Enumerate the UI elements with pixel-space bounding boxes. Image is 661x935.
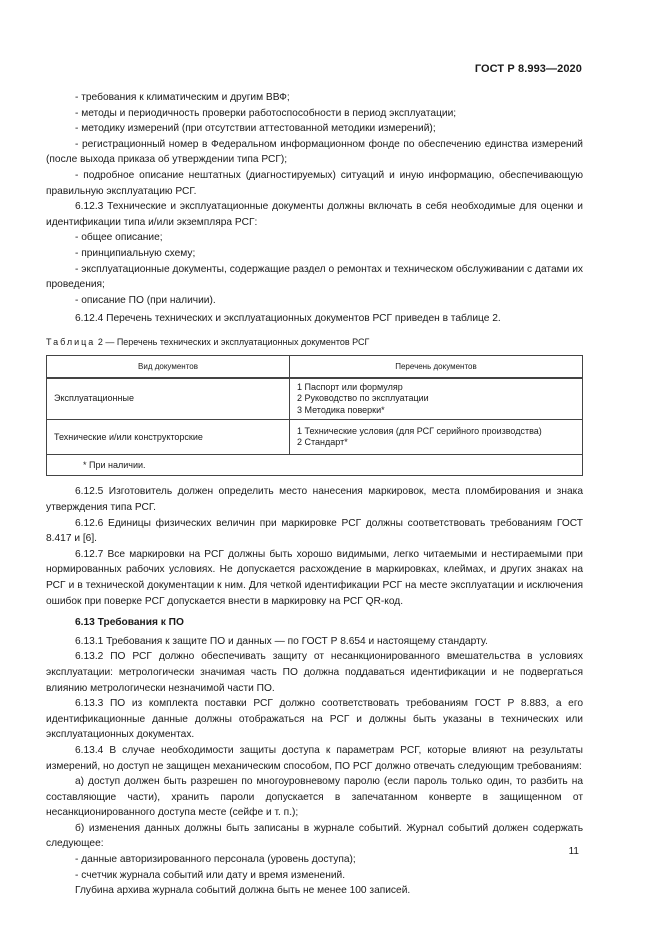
paragraph-6-12-6: 6.12.6 Единицы физических величин при маркировке РСГ должны соответствовать требованиям ГОСТ 8.417 и [6]. (46, 517, 583, 545)
list-item: - принципиальную схему; (75, 247, 196, 259)
list-item: - счетчик журнала событий или дату и время изменений. (75, 869, 346, 881)
column-header-kind: Вид документов (47, 355, 290, 378)
list-item: - подробное описание нештатных (диагностируемых) ситуаций и иную информацию, обеспечивающую правильную эксплуатацию РСГ. (46, 169, 583, 197)
list-item: - данные авторизированного персонала (уровень доступа); (75, 854, 356, 866)
table-header-row (47, 355, 583, 378)
paragraph-6-13-3: 6.13.3 ПО из комплекта поставки РСГ должно соответствовать требованиям ГОСТ Р 8.883, а его идентификационные данные должны отображаться на РСГ и должны быть указаны в технических или эксплуатационных документах. (46, 698, 583, 741)
column-header-list: Перечень документов (290, 355, 583, 378)
table-footnote-row (47, 455, 583, 476)
paragraph-6-13-2: 6.13.2 ПО РСГ должно обеспечивать защиту от несанкционированного вмешательства в условиях эксплуатации: метрологически значимая часть ПО должна поддаваться идентификации и не подвергаться влиянию метрологически незначимой части ПО. (46, 651, 583, 694)
document-code: ГОСТ Р 8.993—2020 (474, 63, 582, 75)
section-heading-6-13: 6.13 Требования к ПО (75, 617, 184, 629)
page-number: 11 (568, 846, 579, 857)
list-item: - требования к климатическим и другим ВВФ; (75, 92, 290, 103)
list-item: - общее описание; (75, 232, 163, 244)
document-list-item: 3 Методика поверки* (297, 404, 385, 415)
paragraph-6-12-4: 6.12.4 Перечень технических и эксплуатационных документов РСГ приведен в таблице 2. (75, 313, 501, 325)
document-list-cell (290, 378, 583, 420)
table-caption-label: Таблица (46, 336, 96, 347)
list-item: - методику измерений (при отсутствии аттестованной методики измерений); (75, 123, 436, 135)
table-footnote: * При наличии. (47, 455, 583, 476)
paragraph-6-13-1: 6.13.1 Требования к защите ПО и данных — по ГОСТ Р 8.654 и настоящему стандарту. (75, 635, 488, 647)
document-list-cell (290, 420, 583, 455)
document-kind-cell: Эксплуатационные (47, 378, 290, 420)
list-item-a: а) доступ должен быть разрешен по многоуровневому паролю (если пароль только один, то разбить на составляющие части), хранить пароли допускается в запечатанном конверте в защищенном от несанкционированного доступа месте (сейфе и т. п.); (46, 776, 583, 819)
list-item: - описание ПО (при наличии). (75, 294, 216, 306)
table-row (47, 420, 583, 455)
paragraph-archive-depth: Глубина архива журнала событий должна быть не менее 100 записей. (75, 885, 411, 897)
document-body (46, 90, 583, 899)
document-list-item: 1 Паспорт или формуляр (297, 381, 403, 392)
list-item: - эксплуатационные документы, содержащие раздел о ремонтах и техническом обслуживании с датами их проведения; (46, 263, 583, 291)
table-caption-text: 2 — Перечень технических и эксплуатационных документов РСГ (97, 336, 370, 347)
paragraph-6-12-5: 6.12.5 Изготовитель должен определить место нанесения маркировок, места пломбирования и знака утверждения типа РСГ. (46, 486, 583, 513)
paragraph-6-12-3: 6.12.3 Технические и эксплуатационные документы должны включать в себя необходимые для оценки и идентификации типа и/или экземпляра РСГ: (46, 201, 583, 228)
document-kind-cell: Технические и/или конструкторские (47, 420, 290, 455)
paragraph-6-12-7: 6.12.7 Все маркировки на РСГ должны быть хорошо видимыми, легко читаемыми и нестираемыми при нормированных рабочих условиях. Не допускается расхождение в маркировках, клеймах, и других знаках на РСГ и в технической документации к ним. Для четкой идентификации РСГ на месте эксплуатации и исключения ошибок при поверке РСГ допускается внести в маркировку на РСГ QR-код. (46, 548, 583, 607)
table-row (47, 378, 583, 420)
paragraph-6-13-4: 6.13.4 В случае необходимости защиты доступа к параметрам РСГ, которые влияют на результаты измерений, но доступ не защищен механическим способом, ПО РСГ должно отвечать следующим требованиям: (46, 744, 583, 772)
list-item: - методы и периодичность проверки работоспособности в период эксплуатации; (75, 107, 457, 119)
document-list-item: 2 Руководство по эксплуатации (297, 393, 429, 404)
table-caption (46, 336, 583, 349)
documents-table (46, 355, 583, 477)
document-list-item: 1 Технические условия (для РСГ серийного производства) (297, 425, 542, 436)
list-item-b: б) изменения данных должны быть записаны в журнале событий. Журнал событий должен содержать следующее: (46, 822, 583, 850)
document-list-item: 2 Стандарт* (297, 437, 348, 448)
list-item: - регистрационный номер в Федеральном информационном фонде по обеспечению единства измерений (после выхода приказа об утверждении типа РСГ); (46, 138, 583, 166)
